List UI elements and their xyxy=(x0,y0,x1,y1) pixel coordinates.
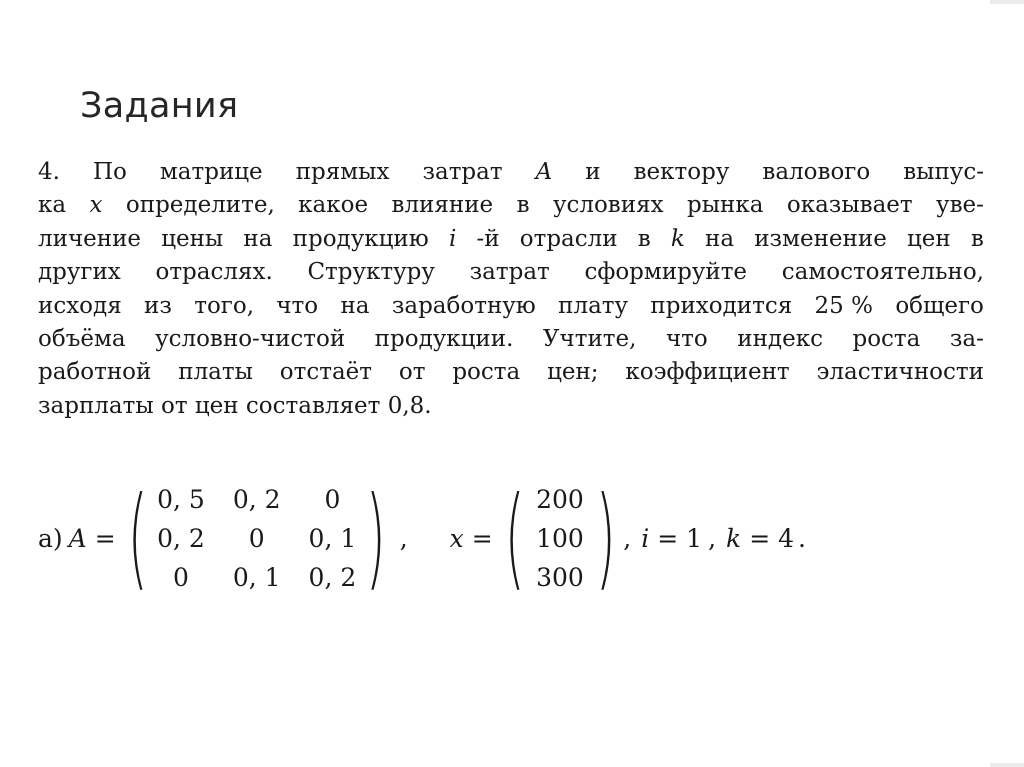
word: на xyxy=(705,225,735,252)
word: личение xyxy=(38,225,142,252)
formula xyxy=(38,473,806,603)
word: от xyxy=(398,359,426,386)
word: вектору xyxy=(633,159,730,185)
word: ка xyxy=(38,192,67,219)
word: цен; xyxy=(547,359,599,386)
i-symbol: i xyxy=(641,523,650,553)
word: от xyxy=(160,392,188,419)
text-line xyxy=(38,290,984,323)
vector-symbol: x xyxy=(89,192,103,219)
vector-name: x xyxy=(449,523,464,553)
i-value: 1 xyxy=(686,523,703,553)
text-line xyxy=(38,390,984,423)
slide-title: Задания xyxy=(80,86,239,126)
word: приходится xyxy=(650,292,793,319)
word: Учтите, xyxy=(542,326,637,353)
text-line xyxy=(38,189,984,222)
text-line xyxy=(38,356,984,389)
word: уве- xyxy=(936,192,984,219)
word: за- xyxy=(949,326,984,353)
word: оказывает xyxy=(786,192,913,219)
word: в xyxy=(637,225,651,252)
word: роста xyxy=(452,359,521,386)
word: и xyxy=(585,159,601,185)
word: матрице xyxy=(159,159,263,185)
vector-cell: 200 xyxy=(536,484,584,514)
matrix-cell: 0, 5 xyxy=(157,484,205,514)
word: составляет xyxy=(245,392,381,419)
right-paren: ) xyxy=(595,473,616,603)
word: условиях xyxy=(552,192,664,219)
word: продукцию xyxy=(292,225,429,252)
word: условно-чистой xyxy=(155,326,346,353)
comma: , xyxy=(399,523,408,553)
word: в xyxy=(516,192,530,219)
word: на xyxy=(243,225,273,252)
word: коэффициент xyxy=(625,359,790,386)
word: какое xyxy=(298,192,369,219)
word: заработную xyxy=(391,292,536,319)
word: зарплаты xyxy=(38,392,154,419)
matrix-cell: 0 xyxy=(173,562,189,592)
word: из xyxy=(144,292,172,319)
word: По xyxy=(92,159,127,185)
comma: , xyxy=(623,523,632,553)
word: работной xyxy=(38,359,152,386)
word: общего xyxy=(895,292,984,319)
word: цен xyxy=(194,392,239,419)
percent-value: 25 % xyxy=(814,292,873,319)
word: выпус- xyxy=(903,159,984,185)
word: индекс xyxy=(737,326,823,353)
right-paren: ) xyxy=(366,473,386,603)
word: валового xyxy=(762,159,871,185)
word: плату xyxy=(558,292,629,319)
word: цены xyxy=(161,225,224,252)
word: самостоятельно, xyxy=(781,259,984,286)
matrix-cell: 0, 1 xyxy=(308,523,357,553)
index-symbol: k xyxy=(670,225,685,252)
word: 4. xyxy=(38,159,60,185)
word: других xyxy=(38,259,121,286)
word: продукции. xyxy=(374,326,514,353)
vector-cell: 300 xyxy=(536,562,584,592)
text-line xyxy=(38,256,984,289)
index-symbol: i xyxy=(448,225,457,252)
matrix-cell: 0, 2 xyxy=(232,484,281,514)
corner-decoration-bottom xyxy=(990,763,1024,767)
word: эластичности xyxy=(816,359,984,386)
comma: , xyxy=(708,523,717,553)
matrix-cell: 0 xyxy=(248,523,265,553)
vector-cell: 100 xyxy=(536,523,584,553)
word: в xyxy=(970,225,984,252)
word: на xyxy=(340,292,370,319)
corner-decoration-top xyxy=(990,0,1024,4)
formula-label: а) xyxy=(38,523,63,553)
word: платы xyxy=(178,359,253,386)
word: -й xyxy=(476,225,500,252)
matrix-cell: 0, 2 xyxy=(157,523,205,553)
word: что xyxy=(276,292,319,319)
word: того, xyxy=(194,292,255,319)
matrix-symbol: A xyxy=(535,159,553,185)
matrix-a xyxy=(151,481,362,596)
word: роста xyxy=(852,326,921,353)
period: . xyxy=(798,523,806,553)
word: сформируйте xyxy=(584,259,748,286)
word: затрат xyxy=(469,259,550,286)
word: затрат xyxy=(422,159,503,185)
text-line xyxy=(38,323,984,356)
equals-sign: = xyxy=(749,523,771,553)
word: Структуру xyxy=(307,259,435,286)
word: отраслях. xyxy=(155,259,273,286)
left-paren: ( xyxy=(127,473,148,603)
vector-x xyxy=(528,481,592,596)
word: объёма xyxy=(38,326,126,353)
k-symbol: k xyxy=(726,523,742,553)
word: рынка xyxy=(686,192,764,219)
k-value: 4 xyxy=(778,523,795,553)
matrix-name: A xyxy=(68,523,87,553)
word: цен xyxy=(906,225,951,252)
matrix-cell: 0, 2 xyxy=(308,562,357,592)
equals-sign: = xyxy=(471,523,493,553)
text-line xyxy=(38,156,984,189)
equals-sign: = xyxy=(94,523,116,553)
word: отрасли xyxy=(519,225,618,252)
word: исходя xyxy=(38,292,122,319)
matrix-cell: 0 xyxy=(324,484,341,514)
word: определите, xyxy=(125,192,275,219)
left-paren: ( xyxy=(504,473,525,603)
word: прямых xyxy=(295,159,390,185)
text-line xyxy=(38,223,984,256)
word: отстаёт xyxy=(279,359,373,386)
problem-text xyxy=(38,156,984,423)
equals-sign: = xyxy=(657,523,679,553)
word: что xyxy=(665,326,708,353)
matrix-cell: 0, 1 xyxy=(232,562,281,592)
word: 0,8. xyxy=(387,392,432,419)
word: влияние xyxy=(391,192,494,219)
word: изменение xyxy=(754,225,887,252)
